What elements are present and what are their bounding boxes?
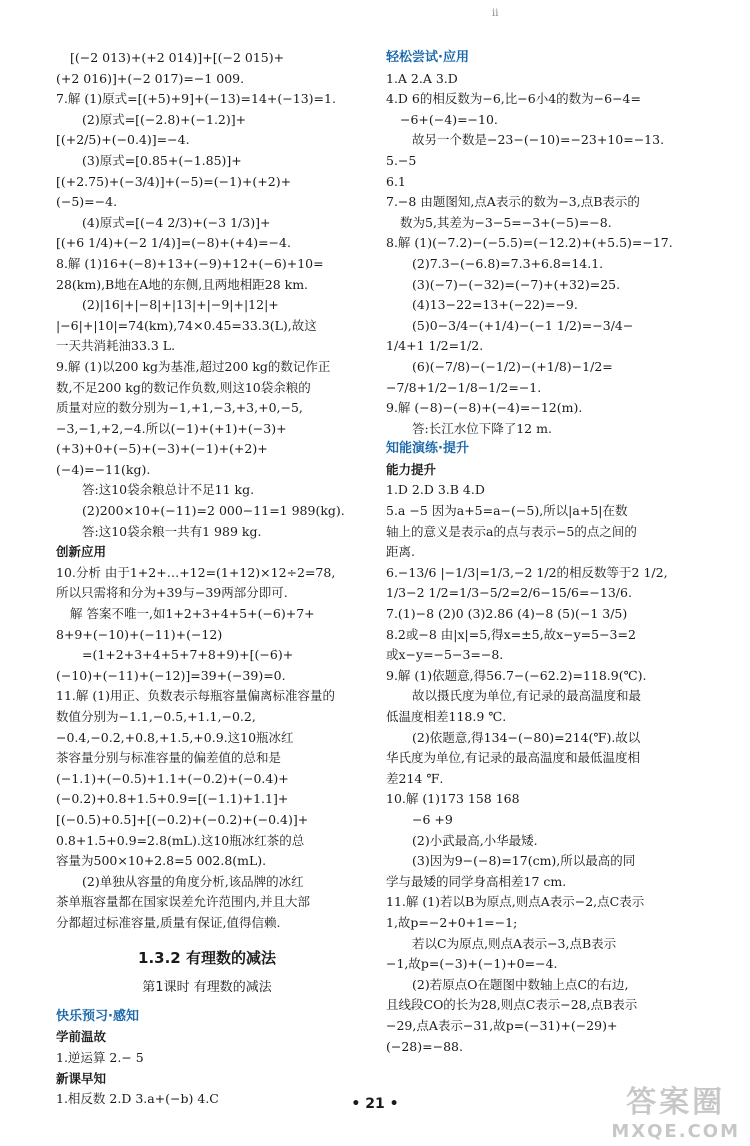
text-line: =(1+2+3+4+5+7+8+9)+[(−6)+ [82, 647, 294, 663]
text-line: [(+6 1/4)+(−2 1/4)]=(−8)+(+4)=−4. [56, 235, 291, 251]
text-line: −3,−1,+2,−4.所以(−1)+(+1)+(−3)+ [56, 420, 287, 436]
text-line: 故以摄氏度为单位,有记录的最高温度和最 [412, 688, 641, 704]
text-line: (−1.1)+(−0.5)+1.1+(−0.2)+(−0.4)+ [56, 770, 289, 786]
text-line: (4)13−22=13+(−22)=−9. [412, 297, 578, 313]
text-line: 茶单瓶容量都在国家误差允许范围内,并且大部 [56, 894, 310, 910]
section-kuaile: 快乐预习·感知 [56, 1008, 139, 1024]
text-line: (3)(−7)−(−32)=(−7)+(+32)=25. [412, 276, 621, 292]
text-line: (2)200×10+(−11)=2 000−11=1 989(kg). [82, 503, 345, 519]
text-line: 差214 ℉. [386, 770, 444, 786]
text-line: 28(km),B地在A地的东侧,且两地相距28 km. [56, 276, 309, 292]
text-line: 10.解 (1)173 158 168 [386, 791, 520, 807]
text-line: 轴上的意义是表示a的点与表示−5的点之间的 [386, 523, 637, 539]
section-qingsong: 轻松尝试·应用 [386, 50, 469, 65]
page-number-left-dot: • [351, 1096, 366, 1112]
text-line: 6.1 [386, 173, 406, 189]
text-line: (2)单独从容量的角度分析,该品牌的冰红 [82, 873, 304, 889]
text-line: [(−0.5)+0.5]+[(−0.2)+(−0.2)+(−0.4)]+ [56, 811, 309, 827]
text-line: 8.2或−8 由|x|=5,得x=±5,故x−y=5−3=2 [386, 626, 636, 642]
text-line: 1,故p=−2+0+1=−1; [386, 914, 518, 930]
nengli-label: 能力提升 [386, 461, 437, 477]
page-number-value: 21 [365, 1096, 385, 1112]
watermark [611, 1077, 740, 1142]
text-line: 11.解 (1)若以B为原点,则点A表示−2,点C表示 [386, 894, 645, 910]
text-line: 1.A 2.A 3.D [386, 70, 458, 86]
text-line: 8.解 (1)(−7.2)−(−5.5)=(−12.2)+(+5.5)=−17. [386, 235, 673, 251]
text-line: 低温度相差118.9 ℃. [386, 709, 507, 724]
section-zhineng: 知能演练·提升 [386, 441, 469, 457]
text-line: 1.D 2.D 3.B 4.D [386, 482, 485, 498]
text-line: 且线段CO的长为28,则点C表示−28,点B表示 [386, 997, 638, 1013]
text-line: 9.解 (1)以200 kg为基准,超过200 kg的数记作正 [56, 358, 331, 374]
subsection-label: 创新应用 [56, 544, 107, 560]
text-line: (3)因为9−(−8)=17(cm),所以最高的同 [412, 853, 636, 869]
text-line: (6)(−7/8)−(−1/2)−(+1/8)−1/2= [412, 358, 613, 374]
text-line: (−0.2)+0.8+1.5+0.9=[(−1.1)+1.1]+ [56, 791, 289, 807]
xinke-line: 1.相反数 2.D 3.a+(−b) 4.C [56, 1091, 219, 1107]
text-line: (−10)+(−11)+(−12)]=39+(−39)=0. [56, 667, 286, 683]
text-line: (2)依题意,得134−(−80)=214(℉).故以 [412, 729, 641, 745]
watermark-url: MXQE.COM [611, 1121, 740, 1142]
text-line: 6.−13/6 |−1/3|=1/3,−2 1/2的相反数等于2 1/2, [386, 564, 668, 580]
text-line: 答:这10袋余粮一共有1 989 kg. [82, 523, 262, 539]
text-line: −0.4,−0.2,+0.8,+1.5,+0.9.这10瓶冰红 [56, 729, 294, 745]
text-line: (2)|16|+|−8|+|13|+|−9|+|12|+ [82, 297, 279, 313]
text-line: 8.解 (1)16+(−8)+13+(−9)+12+(−6)+10= [56, 255, 324, 271]
text-line: 9.解 (1)依题意,得56.7−(−62.2)=118.9(℃). [386, 667, 647, 683]
text-line: 1/4+1 1/2=1/2. [386, 338, 484, 354]
text-line: 数值分别为−1.1,−0.5,+1.1,−0.2, [56, 709, 256, 724]
text-line: (−28)=−88. [386, 1038, 463, 1054]
text-line: −7/8+1/2−1/8−1/2=−1. [386, 379, 542, 395]
xinke-label: 新课早知 [56, 1070, 107, 1086]
xueqian-label: 学前温故 [56, 1029, 107, 1045]
text-line: |−6|+|10|=74(km),74×0.45=33.3(L),故这 [56, 317, 317, 333]
text-line: 9.解 (−8)−(−8)+(−4)=−12(m). [386, 400, 583, 416]
text-line: 1/3−2 1/2=1/3−5/2=2/6−15/6=−13/6. [386, 585, 632, 601]
text-line: −29,点A表示−31,故p=(−31)+(−29)+ [386, 1017, 618, 1033]
text-line: 华氏度为单位,有记录的最高温度和最低温度相 [386, 750, 640, 766]
text-line: 数,不足200 kg的数记作负数,则这10袋余粮的 [56, 379, 311, 395]
text-line: [(+2.75)+(−3/4)]+(−5)=(−1)+(+2)+ [56, 173, 292, 189]
text-line: 质量对应的数分别为−1,+1,−3,+3,+0,−5, [56, 400, 303, 416]
lesson-title: 第1课时 有理数的减法 [142, 980, 272, 996]
text-line: (−4)=−11(kg). [56, 461, 151, 477]
text-line: 5.a −5 因为a+5=a−(−5),所以|a+5|在数 [386, 503, 628, 519]
text-line: [(−2 013)+(+2 014)]+[(−2 015)+ [70, 50, 285, 65]
text-line: 答:长江水位下降了12 m. [412, 420, 552, 436]
text-line: 10.分析 由于1+2+…+12=(1+12)×12÷2=78, [56, 564, 336, 580]
text-line: (+2 016)]+(−2 017)=−1 009. [56, 70, 245, 86]
text-line: −1,故p=(−3)+(−1)+0=−4. [386, 956, 558, 972]
text-line: (2)若原点O在题图中数轴上点C的右边, [412, 976, 629, 992]
top-mark: ⅱ [492, 8, 499, 19]
text-line: 距离. [386, 544, 415, 560]
page-number-right-dot: • [384, 1096, 399, 1112]
text-line: 一天共消耗油33.3 L. [56, 338, 176, 354]
text-line: 若以C为原点,则点A表示−3,点B表示 [412, 935, 617, 951]
text-line: 茶容量分别与标准容量的偏差值的总和是 [56, 750, 282, 766]
text-line: −6+(−4)=−10. [400, 111, 498, 127]
section-title: 1.3.2 有理数的减法 [138, 948, 276, 967]
text-line: 7.(1)−8 (2)0 (3)2.86 (4)−8 (5)(−1 3/5) [386, 606, 628, 622]
text-line: (4)原式=[(−4 2/3)+(−3 1/3)]+ [82, 214, 271, 230]
text-line: 0.8+1.5+0.9=2.8(mL).这10瓶冰红茶的总 [56, 832, 305, 848]
text-line: −6 +9 [412, 811, 453, 827]
text-line: 故另一个数是−23−(−10)=−23+10=−13. [412, 132, 665, 148]
xueqian-line: 1.逆运算 2.− 5 [56, 1049, 144, 1065]
text-line: [(+2/5)+(−0.4)]=−4. [56, 132, 190, 148]
text-line: (2)小武最高,小华最矮. [412, 832, 538, 848]
text-line: 容量为500×10+2.8=5 002.8(mL). [56, 853, 267, 869]
text-line: 解 答案不唯一,如1+2+3+4+5+(−6)+7+ [70, 606, 315, 622]
text-line: 分都超过标准容量,质量有保证,值得信赖. [56, 914, 281, 930]
text-line: 8+9+(−10)+(−11)+(−12) [56, 626, 223, 642]
text-line: 答:这10袋余粮总计不足11 kg. [82, 482, 255, 498]
right-column [386, 48, 696, 1057]
text-line: 所以只需将和分为+39与−39两部分即可. [56, 585, 288, 601]
text-line: 7.解 (1)原式=[(+5)+9]+(−13)=14+(−13)=1. [56, 91, 336, 107]
text-line: (+3)+0+(−5)+(−3)+(−1)+(+2)+ [56, 441, 268, 457]
text-line: 7.−8 由题图知,点A表示的数为−3,点B表示的 [386, 194, 640, 210]
text-line: (2)原式=[(−2.8)+(−1.2)]+ [82, 111, 247, 127]
text-line: (−5)=−4. [56, 194, 118, 210]
text-line: 数为5,其差为−3−5=−3+(−5)=−8. [400, 214, 612, 230]
text-line: 4.D 6的相反数为−6,比−6小4的数为−6−4= [386, 91, 641, 107]
left-column [56, 48, 358, 1110]
text-line: 学与最矮的同学身高相差17 cm. [386, 873, 567, 889]
text-line: (5)0−3/4−(+1/4)−(−1 1/2)=−3/4− [412, 317, 634, 333]
text-line: 或x−y=−5−3=−8. [386, 647, 504, 663]
watermark-logo: 答案圈 [626, 1085, 726, 1120]
text-line: 5.−5 [386, 152, 417, 168]
text-line: (3)原式=[0.85+(−1.85)]+ [82, 152, 242, 168]
text-line: (2)7.3−(−6.8)=7.3+6.8=14.1. [412, 255, 604, 271]
text-line: 11.解 (1)用正、负数表示每瓶容量偏离标准容量的 [56, 688, 336, 704]
